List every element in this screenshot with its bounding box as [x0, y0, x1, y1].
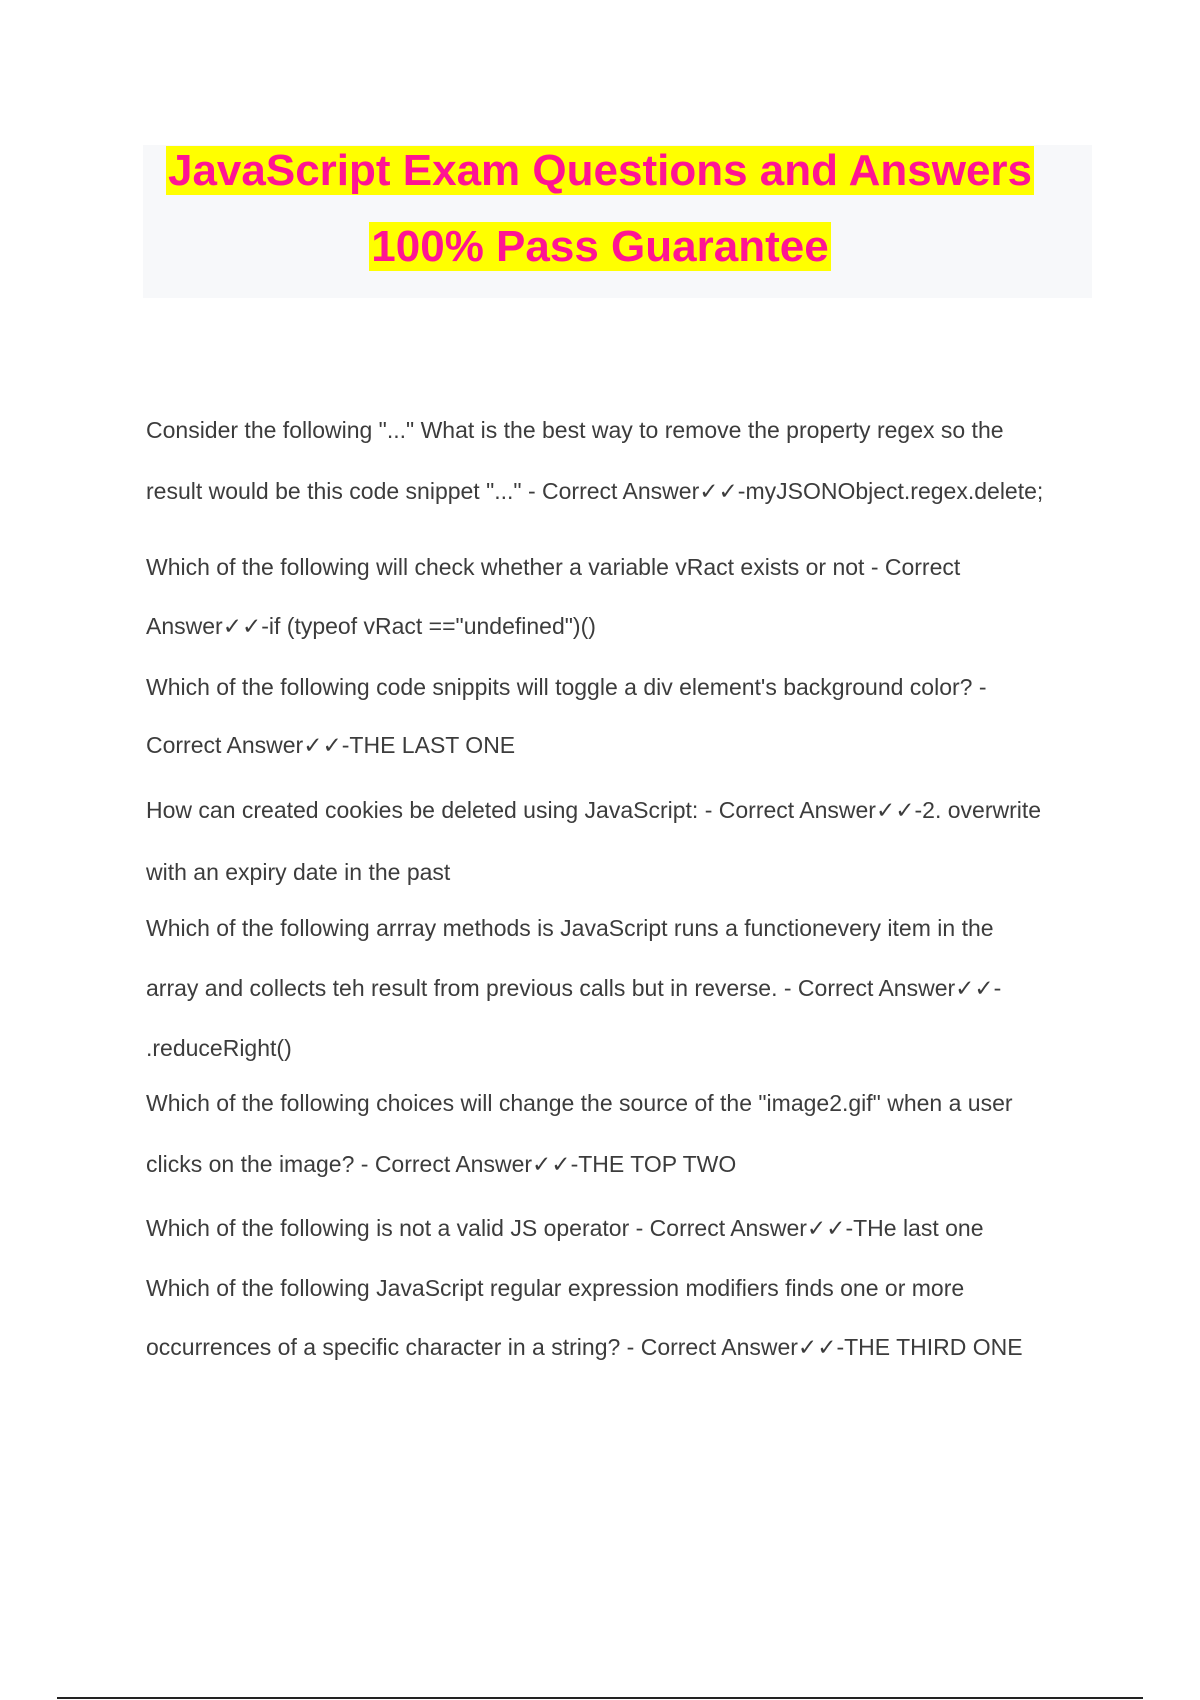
page-title-line-1 [0, 146, 1200, 196]
qa-line: array and collects teh result from previous calls but in reverse. - Correct Answer✓✓- [146, 975, 1002, 1001]
page-title-text-2: 100% Pass Guarantee [371, 222, 829, 271]
footer-divider [57, 1697, 1143, 1699]
qa-line: result would be this code snippet "..." - Correct Answer✓✓-myJSONObject.regex.delete; [146, 478, 1044, 504]
qa-line: clicks on the image? - Correct Answer✓✓-THE TOP TWO [146, 1151, 737, 1177]
qa-line: .reduceRight() [146, 1035, 292, 1061]
qa-line: Correct Answer✓✓-THE LAST ONE [146, 732, 516, 758]
qa-line: Which of the following is not a valid JS operator - Correct Answer✓✓-THe last one [146, 1215, 984, 1241]
qa-line: Which of the following choices will change the source of the "image2.gif" when a user [146, 1090, 1013, 1116]
qa-line: Answer✓✓-if (typeof vRact =="undefined")() [146, 613, 596, 639]
qa-line: Which of the following will check whether a variable vRact exists or not - Correct [146, 554, 961, 580]
qa-line: Which of the following JavaScript regular expression modifiers finds one or more [146, 1275, 965, 1301]
page-title-line-2 [0, 222, 1200, 272]
qa-line: Which of the following code snippits will toggle a div element's background color? - [146, 674, 987, 700]
qa-line: Consider the following "..." What is the best way to remove the property regex so the [146, 417, 1004, 443]
qa-line: Which of the following arrray methods is JavaScript runs a functionevery item in the [146, 915, 994, 941]
qa-line: How can created cookies be deleted using JavaScript: - Correct Answer✓✓-2. overwrite [146, 797, 1042, 823]
page-title-text-1: JavaScript Exam Questions and Answers [167, 146, 1033, 195]
qa-line: with an expiry date in the past [146, 859, 451, 885]
qa-line: occurrences of a specific character in a string? - Correct Answer✓✓-THE THIRD ONE [146, 1334, 1023, 1360]
